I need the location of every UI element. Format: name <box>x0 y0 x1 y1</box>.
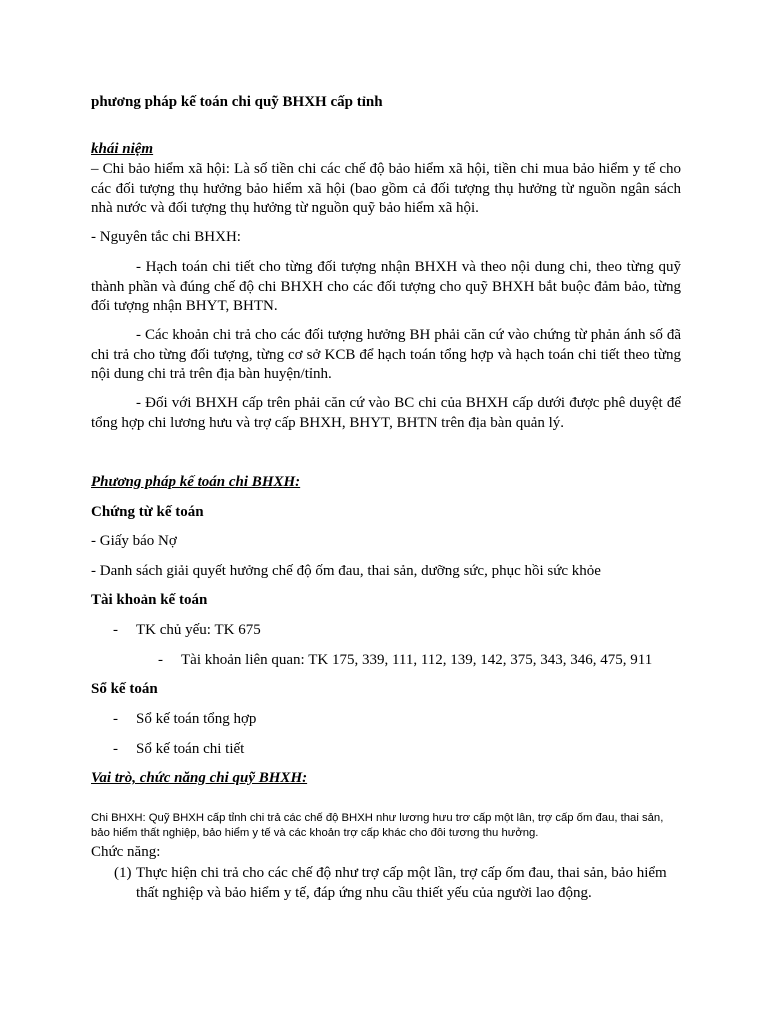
paragraph-principle-1: - Hạch toán chi tiết cho từng đối tượng nhận BHXH và theo nội dung chi, theo từng quỹ thành phần và đúng chế độ chi BHXH cho các đối tượng cho quỹ BHXH bắt buộc đảm bảo, từng đối tượng nhận BHYT, BHTN. <box>91 259 681 314</box>
heading-khai-niem: khái niệm <box>91 141 154 157</box>
list-dash: - <box>158 652 163 668</box>
list-dash: - <box>113 741 118 757</box>
paragraph-principle-3: - Đối với BHXH cấp trên phải căn cứ vào BC chi của BHXH cấp dưới được phê duyệt để tổng hợp chi lương hưu và trợ cấp BHXH, BHYT, BHTN trên địa bàn quản lý. <box>91 395 681 431</box>
document-title: phương pháp kế toán chi quỹ BHXH cấp tỉnh <box>91 94 383 110</box>
paragraph-principle-2: - Các khoản chi trả cho các đối tượng hưởng BH phải căn cứ vào chứng từ phản ánh số đã chi trả cho từng đối tượng, từng cơ sở KCB để hạch toán tổng hợp và hạch toán chi tiết theo từng nội dung chi trả trên địa bàn huyện/tỉnh. <box>91 327 681 382</box>
subheading-so-ke-toan: Sổ kế toán <box>91 681 158 697</box>
list-item-danh-sach: - Danh sách giải quyết hưởng chế độ ốm đau, thai sản, dưỡng sức, phục hồi sức khỏe <box>91 563 601 579</box>
list-dash: - <box>113 711 118 727</box>
heading-vai-tro: Vai trò, chức năng chi quỹ BHXH: <box>91 770 308 786</box>
subheading-chung-tu: Chứng từ kế toán <box>91 504 204 520</box>
list-number: (1) <box>114 865 132 881</box>
label-chuc-nang: Chức năng: <box>91 844 161 860</box>
paragraph-principle-heading: - Nguyên tắc chi BHXH: <box>91 229 241 245</box>
list-item-so-chi-tiet: Sổ kế toán chi tiết <box>136 741 245 757</box>
list-item-chuc-nang-1: Thực hiện chi trả cho các chế độ như trợ cấp một lần, trợ cấp ốm đau, thai sản, bảo hiểm thất nghiệp và bảo hiểm y tế, đáp ứng nhu cầu thiết yếu của người lao động. <box>136 865 667 901</box>
heading-phuong-phap: Phương pháp kế toán chi BHXH: <box>91 474 301 490</box>
list-item-so-tong-hop: Sổ kế toán tổng hợp <box>136 711 257 727</box>
subheading-tai-khoan: Tài khoản kế toán <box>91 592 208 608</box>
list-item-giay-bao-no: - Giấy báo Nợ <box>91 533 177 549</box>
paragraph-definition: – Chi bảo hiểm xã hội: Là số tiền chi các chế độ bảo hiểm xã hội, tiền chi mua bảo hiểm y tế cho các đối tượng thụ hưởng bảo hiểm xã hội (bao gồm cả đối tượng thụ hưởng từ nguồn ngân sách nhà nước và đối tượng thụ hưởng từ nguồn quỹ bảo hiểm xã hội. <box>91 161 681 216</box>
list-item-tk-lien-quan: Tài khoản liên quan: TK 175, 339, 111, 112, 139, 142, 375, 343, 346, 475, 911 <box>181 652 653 668</box>
paragraph-chi-bhxh: Chi BHXH: Quỹ BHXH cấp tỉnh chi trả các chế độ BHXH như lương hưu trơ cấp một lân, trợ cấp ốm đau, thai sản, bảo hiểm thất nghiệp, bảo hiểm y tế và các khoản trợ cấp khác cho đôi tương thu hưởng. <box>91 812 664 839</box>
list-item-tk-chu-yeu: TK chủ yếu: TK 675 <box>136 622 261 638</box>
list-dash: - <box>113 622 118 638</box>
